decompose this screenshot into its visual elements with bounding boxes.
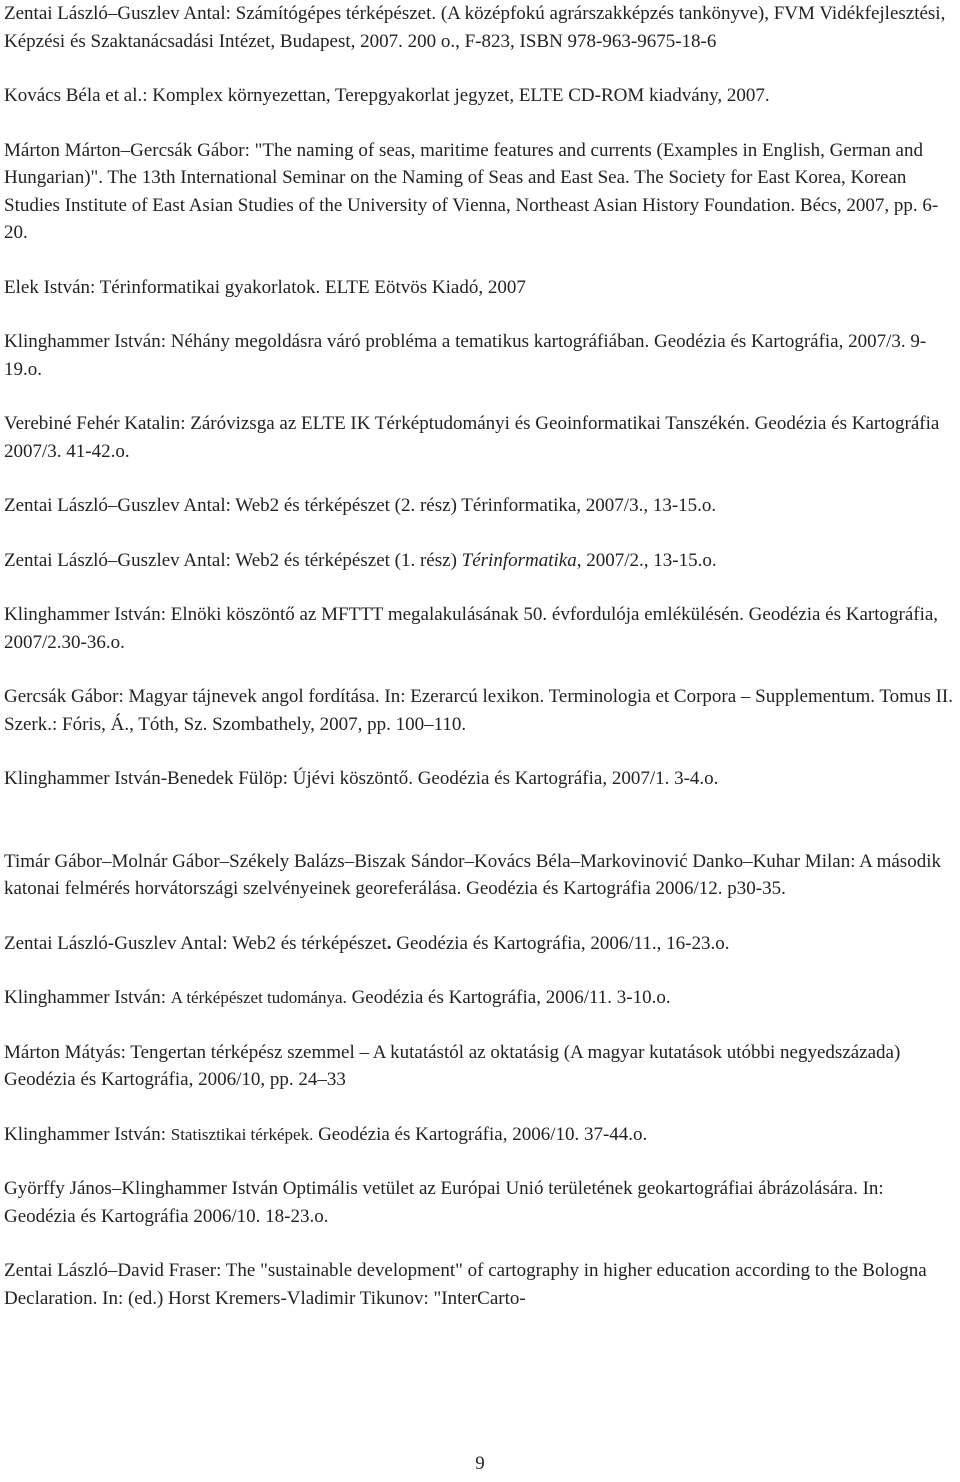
- reference-list: [4, 0, 956, 1312]
- reference-text: Zentai László–Guszlev Antal: Web2 és térképészet (1. rész): [4, 549, 462, 571]
- reference-item: [4, 930, 956, 958]
- reference-item: Zentai László–David Fraser: The "sustainable development" of cartography in higher education according to the Bologna Declaration. In: (ed.) Horst Kremers-Vladimir Tikunov: "InterCarto-: [4, 1260, 927, 1309]
- reference-title-small: Statisztikai térképek.: [170, 1124, 314, 1144]
- reference-text: Geodézia és Kartográfia, 2006/11., 16-23.o.: [391, 932, 730, 954]
- reference-item: Timár Gábor–Molnár Gábor–Székely Balázs–Biszak Sándor–Kovács Béla–Markovinović Danko–Kuhar Milan: A második katonai felmérés horvátországi szelvényeinek georeferálása. Geodézia és Kartográfia 2006/12. p30-35.: [4, 850, 941, 899]
- reference-item: Zentai László–Guszlev Antal: Web2 és térképészet (2. rész) Térinformatika, 2007/3., 13-15.o.: [4, 495, 717, 516]
- reference-text: Klinghammer István:: [4, 1123, 171, 1145]
- reference-bold-mark: .: [386, 932, 392, 954]
- reference-item: Györffy János–Klinghammer István Optimális vetület az Európai Unió területének geokartográfiai ábrázolására. In: Geodézia és Kartográfia 2006/10. 18-23.o.: [4, 1178, 884, 1227]
- reference-text: Geodézia és Kartográfia, 2006/10. 37-44.o.: [313, 1123, 648, 1145]
- reference-item: Elek István: Térinformatikai gyakorlatok. ELTE Eötvös Kiadó, 2007: [4, 276, 526, 298]
- reference-title-small: A térképészet tudománya.: [170, 988, 347, 1007]
- reference-item: Kovács Béla et al.: Komplex környezettan, Terepgyakorlat jegyzet, ELTE CD-ROM kiadvány, 2007.: [4, 85, 770, 106]
- reference-text: Geodézia és Kartográfia, 2006/11. 3-10.o.: [346, 987, 671, 1008]
- reference-item: Zentai László–Guszlev Antal: Számítógépes térképészet. (A középfokú agrárszakképzés tankönyve), FVM Vidékfejlesztési, Képzési és Szaktanácsadási Intézet, Budapest, 2007. 200 o., F-823, ISBN 978-963-9675-18-6: [4, 3, 946, 52]
- reference-item: [4, 547, 956, 575]
- reference-item: Verebiné Fehér Katalin: Záróvizsga az ELTE IK Térképtudományi és Geoinformatikai Tanszékén. Geodézia és Kartográfia 2007/3. 41-42.o.: [4, 413, 940, 462]
- reference-journal-italic: Térinformatika: [461, 549, 577, 571]
- reference-text: Klinghammer István:: [4, 987, 171, 1008]
- page-number: 9: [475, 1453, 485, 1474]
- reference-text: , 2007/2., 13-15.o.: [576, 549, 717, 571]
- reference-item: Klinghammer István: Elnöki köszöntő az MFTTT megalakulásának 50. évfordulója emlékülésén. Geodézia és Kartográfia, 2007/2.30-36.o.: [4, 604, 939, 653]
- reference-item: [4, 984, 956, 1012]
- reference-item: [4, 1121, 956, 1149]
- reference-item: Márton Márton–Gercsák Gábor: "The naming of seas, maritime features and currents (Examples in English, German and Hungarian)". The 13th International Seminar on the Naming of Seas and East Sea. The Society for East Korea, Korean Studies Institute of East Asian Studies of the University of Vienna, Northeast Asian History Foundation. Bécs, 2007, pp. 6-20.: [4, 139, 939, 243]
- reference-item: Klinghammer István: Néhány megoldásra váró probléma a tematikus kartográfiában. Geodézia és Kartográfia, 2007/3. 9-19.o.: [4, 331, 927, 380]
- reference-text: Zentai László-Guszlev Antal: Web2 és térképészet: [4, 932, 387, 954]
- reference-item: Klinghammer István-Benedek Fülöp: Újévi köszöntő. Geodézia és Kartográfia, 2007/1. 3-4.o.: [4, 768, 719, 789]
- reference-item: Gercsák Gábor: Magyar tájnevek angol fordítása. In: Ezerarcú lexikon. Terminologia et Corpora – Supplementum. Tomus II. Szerk.: Fóris, Á., Tóth, Sz. Szombathely, 2007, pp. 100–110.: [4, 686, 953, 735]
- reference-item: Márton Mátyás: Tengertan térképész szemmel – A kutatástól az oktatásig (A magyar kutatások utóbbi negyedszázada) Geodézia és Kartográfia, 2006/10, pp. 24–33: [4, 1041, 901, 1090]
